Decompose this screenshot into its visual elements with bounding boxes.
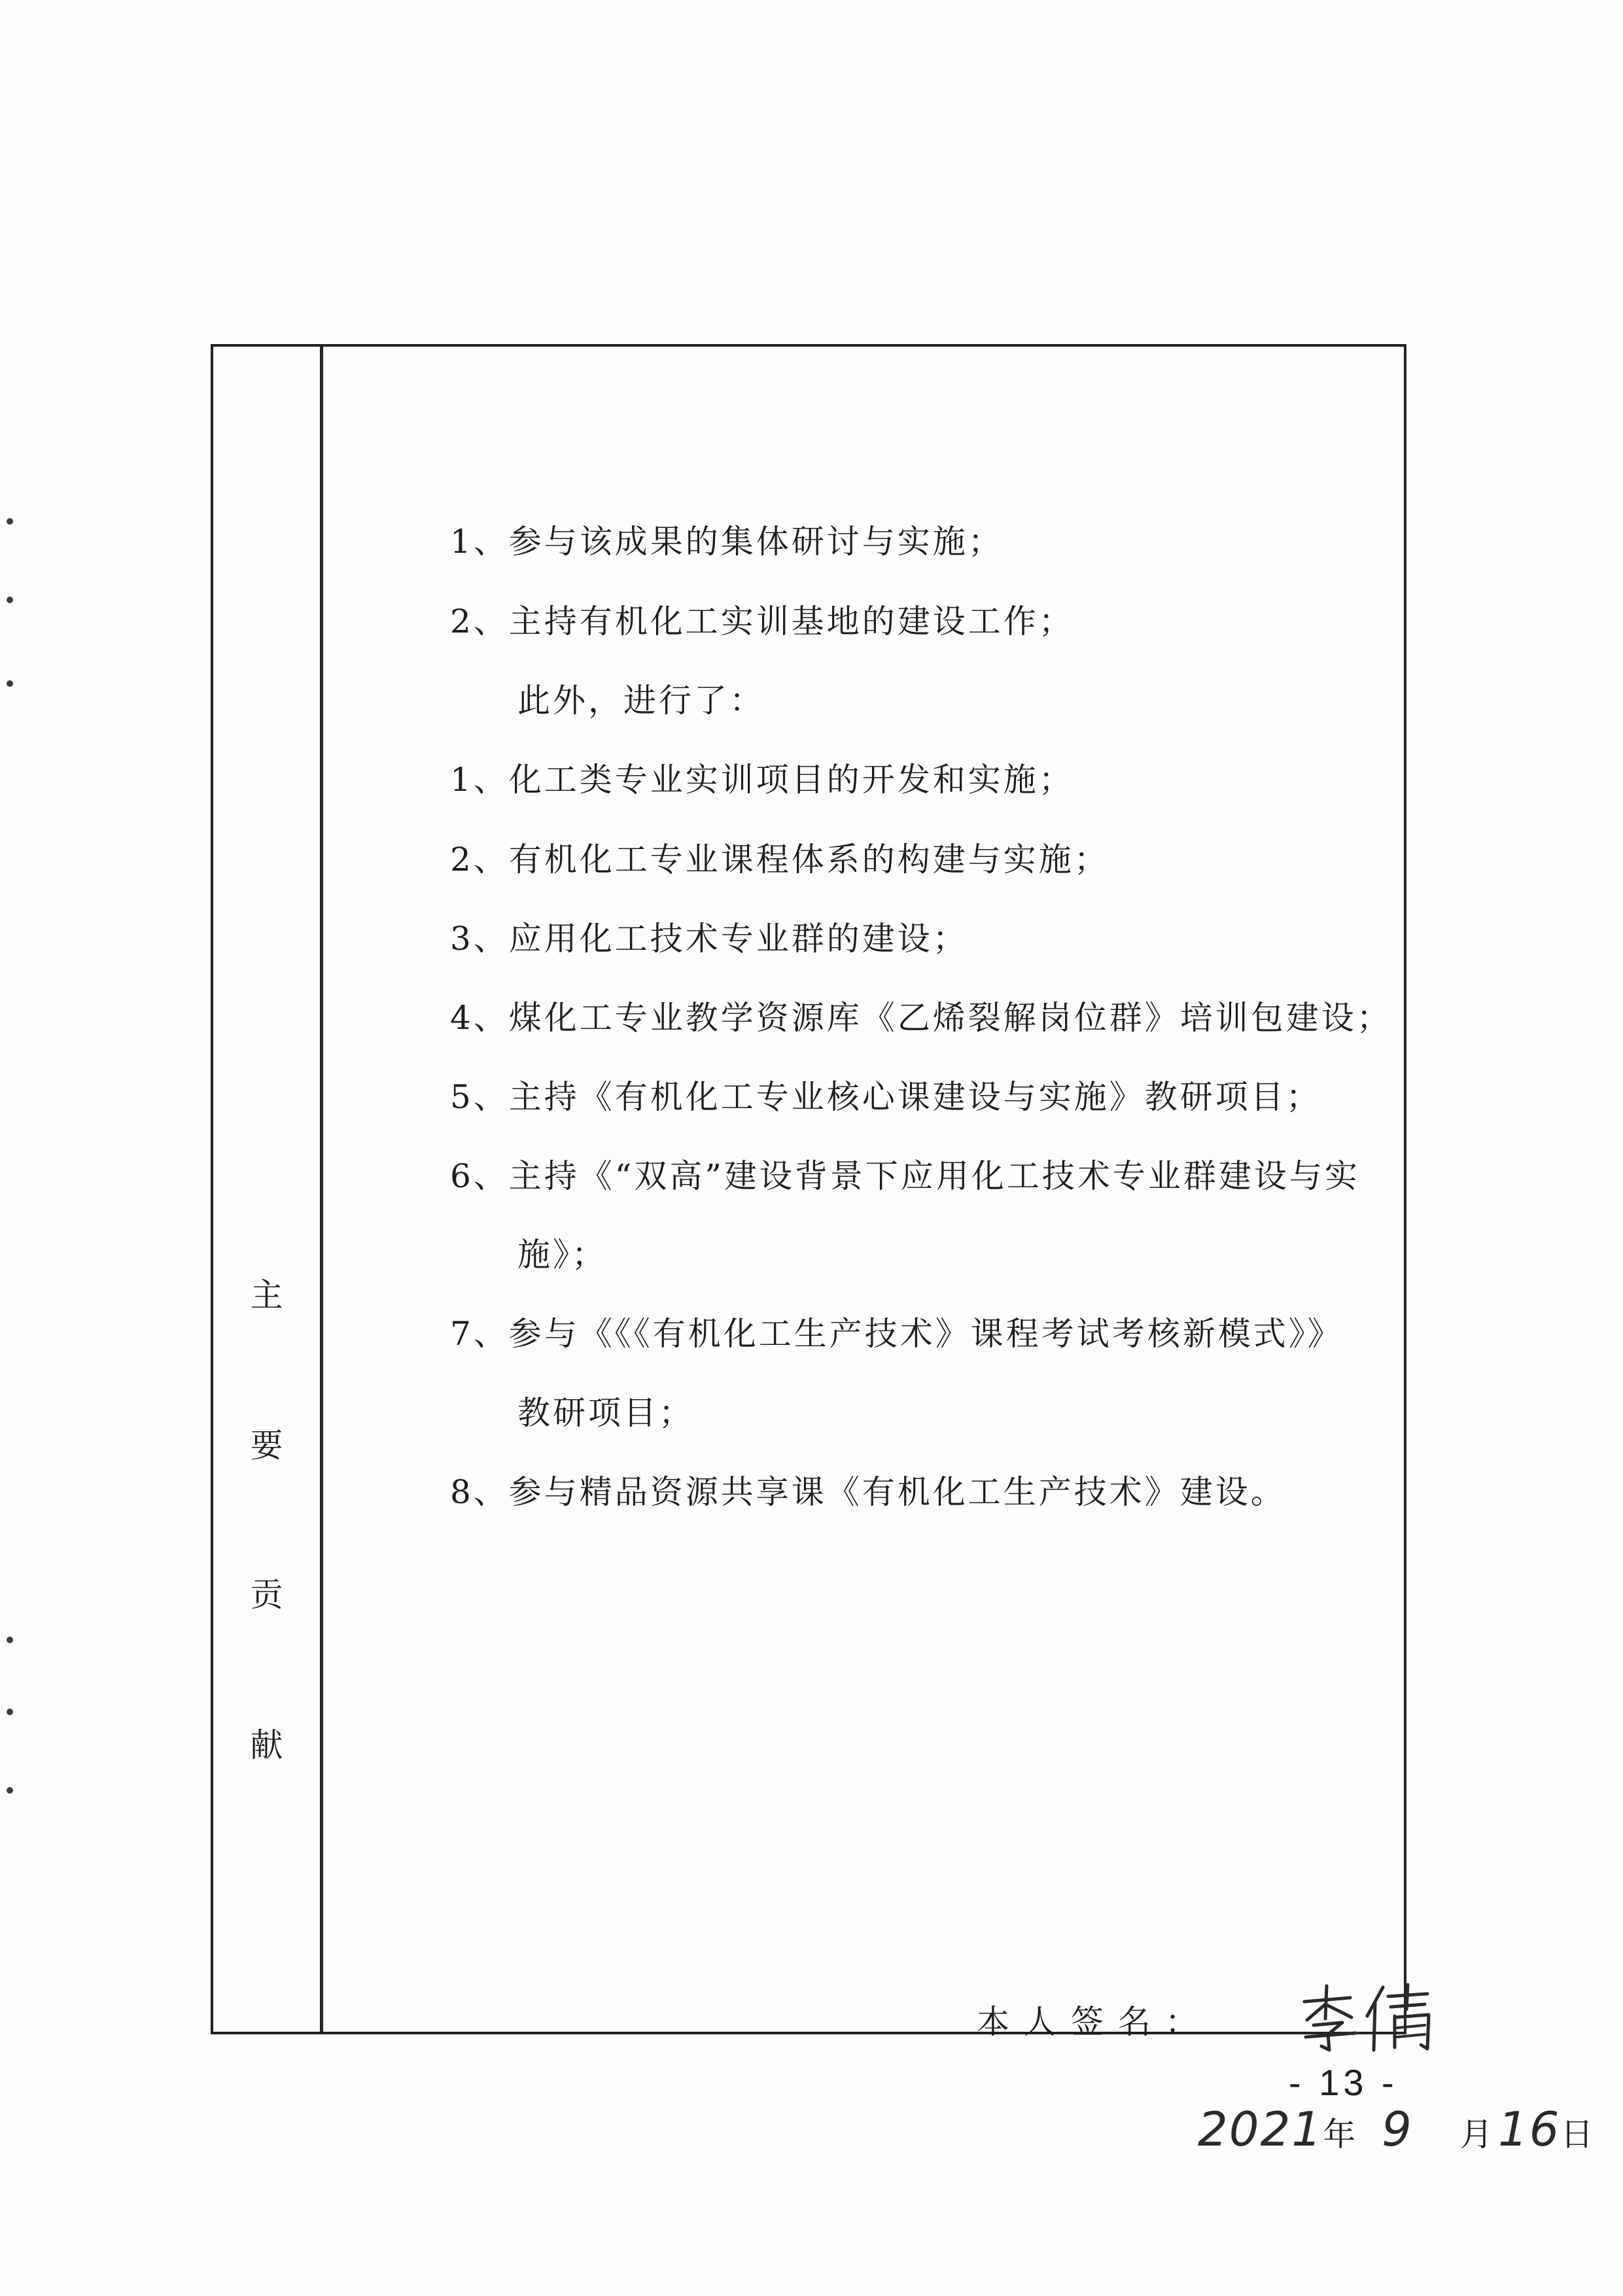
scan-mark xyxy=(7,1637,13,1643)
date-day-unit: 日 xyxy=(1560,2115,1594,2153)
section-label-char: 主 xyxy=(250,1276,283,1314)
date-day: 16 xyxy=(1497,2102,1561,2157)
contribution-item: 2、主持有机化工实训基地的建设工作； xyxy=(450,602,1074,640)
contribution-item-continued: 施》； xyxy=(517,1236,607,1274)
contribution-item: 7、参与《《《有机化工生产技术》课程考试考核新模式》》 xyxy=(450,1315,1343,1353)
section-label-char: 献 xyxy=(250,1726,283,1764)
contribution-item: 1、化工类专业实训项目的开发和实施； xyxy=(450,761,1074,799)
contribution-item: 4、煤化工专业教学资源库《乙烯裂解岗位群》培训包建设； xyxy=(450,999,1392,1037)
contribution-item: 5、主持《有机化工专业核心课建设与实施》教研项目； xyxy=(450,1078,1321,1116)
contribution-item: 6、主持《“双高”建设背景下应用化工技术专业群建设与实 xyxy=(450,1157,1360,1195)
section-label-char: 要 xyxy=(250,1427,283,1465)
signature-date xyxy=(1198,2102,1594,2157)
scan-mark xyxy=(7,680,13,687)
contribution-item: 2、有机化工专业课程体系的构建与实施； xyxy=(450,841,1109,878)
section-label-cell xyxy=(213,347,323,2032)
contribution-item: 3、应用化工技术专业群的建设； xyxy=(450,920,968,958)
date-year-unit: 年 xyxy=(1323,2115,1356,2153)
contribution-item: 8、参与精品资源共享课《有机化工生产技术》建设。 xyxy=(450,1473,1286,1511)
signature-label: 本人签名： xyxy=(977,2003,1212,2041)
page-number: - 13 - xyxy=(1289,2062,1398,2103)
contribution-content-cell xyxy=(323,347,1404,2032)
handwritten-signature xyxy=(1299,1982,1443,2054)
scan-mark xyxy=(7,597,13,603)
scan-mark xyxy=(7,1787,13,1794)
scan-mark xyxy=(7,1709,13,1715)
contribution-item-continued: 教研项目； xyxy=(517,1394,694,1432)
contribution-item: 1、参与该成果的集体研讨与实施； xyxy=(450,523,1003,561)
date-year: 2021 xyxy=(1198,2102,1323,2157)
section-label-char: 贡 xyxy=(250,1576,283,1614)
scan-mark xyxy=(7,518,13,525)
date-month-unit: 月 xyxy=(1459,2115,1493,2153)
date-month: 9 xyxy=(1382,2102,1413,2157)
contribution-intro: 此外，进行了： xyxy=(517,682,765,720)
